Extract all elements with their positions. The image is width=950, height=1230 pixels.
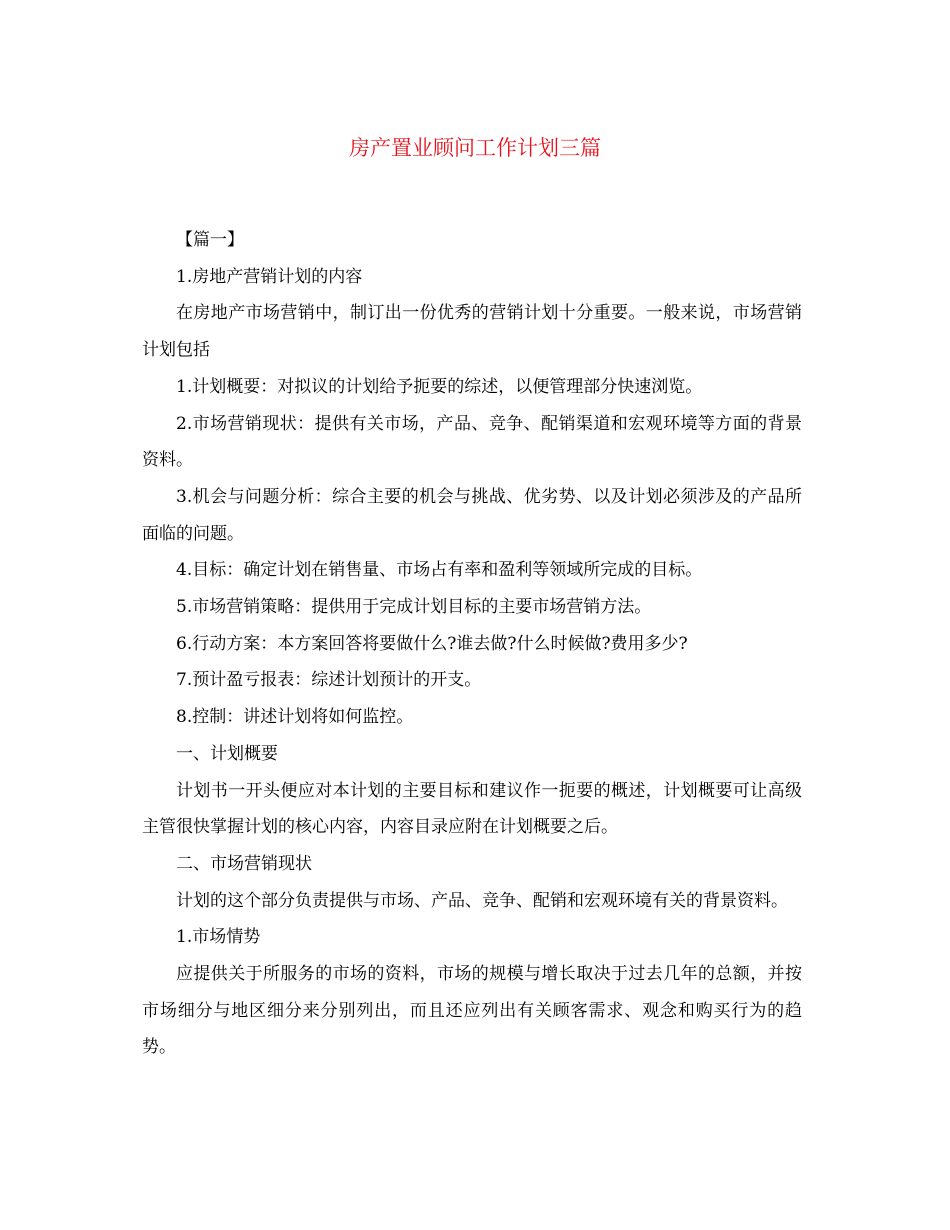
- list-item-opportunity-analysis: 3.机会与问题分析：综合主要的机会与挑战、优劣势、以及计划必须涉及的产品所面临的问题。: [142, 486, 802, 544]
- paragraph-plan-summary: 计划书一开头便应对本计划的主要目标和建议作一扼要的概述，计划概要可让高级主管很快掌握计划的核心内容，内容目录应附在计划概要之后。: [142, 780, 802, 838]
- list-item-action-plan: 6.行动方案：本方案回答将要做什么?谁去做?什么时候做?费用多少?: [176, 633, 688, 654]
- paragraph-market-situation: 应提供关于所服务的市场的资料，市场的规模与增长取决于过去几年的总额，并按市场细分与地区细分来分别列出，而且还应列出有关顾客需求、观念和购买行为的趋势。: [142, 964, 802, 1058]
- section-heading-plan-summary: 一、计划概要: [176, 743, 278, 764]
- document-title: 房产置业顾问工作计划三篇: [349, 136, 601, 160]
- list-item-goals: 4.目标：确定计划在销售量、市场占有率和盈利等领域所完成的目标。: [176, 560, 703, 581]
- list-item-market-status: 2.市场营销现状：提供有关市场，产品、竞争、配销渠道和宏观环境等方面的背景资料。: [142, 413, 802, 471]
- paragraph-market-status: 计划的这个部分负责提供与市场、产品、竞争、配销和宏观环境有关的背景资料。: [176, 890, 788, 911]
- document-body: [142, 222, 802, 1066]
- heading-plan-content: 1.房地产营销计划的内容: [176, 266, 363, 287]
- list-item-strategy: 5.市场营销策略：提供用于完成计划目标的主要市场营销方法。: [176, 597, 652, 618]
- section-heading-part-one: 【篇一】: [176, 230, 244, 250]
- section-heading-market-status: 二、市场营销现状: [176, 853, 312, 874]
- heading-market-situation: 1.市场情势: [176, 927, 261, 948]
- list-item-profit-loss: 7.预计盈亏报表：综述计划预计的开支。: [176, 670, 482, 691]
- paragraph-intro: 在房地产市场营销中，制订出一份优秀的营销计划十分重要。一般来说，市场营销计划包括: [142, 303, 802, 361]
- list-item-control: 8.控制：讲述计划将如何监控。: [176, 707, 414, 728]
- list-item-plan-summary: 1.计划概要：对拟议的计划给予扼要的综述，以便管理部分快速浏览。: [176, 376, 703, 397]
